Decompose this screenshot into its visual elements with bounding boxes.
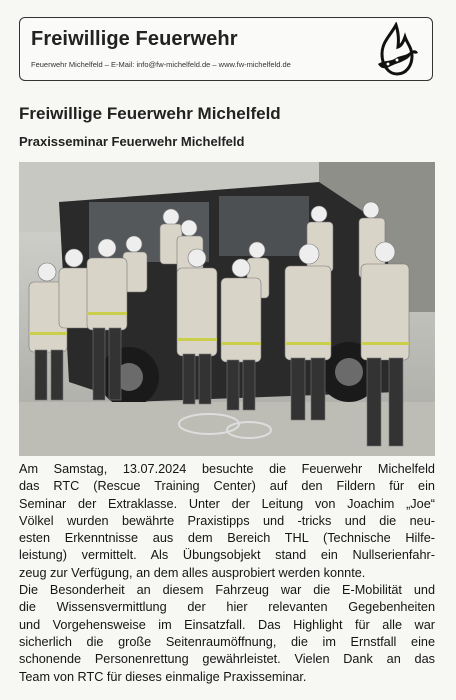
article-title: Freiwillige Feuerwehr Michelfeld (19, 104, 281, 123)
fire-salamander-logo-icon (370, 22, 422, 78)
body-line: schonende Personenrettung gewährleistet. Vielen Dank an das (19, 652, 435, 667)
body-line: Seminar der Extraklasse. Unter der Leitung von Joachim „Joe“ (19, 496, 435, 511)
body-line: Völkel wurden bewährte Praxistipps und -tricks und die neu- (19, 513, 435, 528)
header-box (19, 17, 433, 81)
body-line: zeug zur Verfügung, an dem alles ausprobiert werden konnte. (19, 565, 366, 580)
body-line: esten Erkenntnisse aus dem Bereich THL (Technische Hilfe- (19, 531, 435, 546)
body-line: leistung) vermittelt. Als Übungsobjekt stand ein Nullserienfahr- (19, 548, 435, 563)
header-contact: Feuerwehr Michelfeld – E-Mail: info@fw-michelfeld.de – www.fw-michelfeld.de (31, 60, 291, 69)
header-title: Freiwillige Feuerwehr (31, 28, 238, 50)
body-line: die Wissensvermittlung der hier relevanten Gegebenheiten (19, 600, 435, 615)
body-line: Team von RTC für dieses einmalige Praxisseminar. (19, 669, 307, 684)
article-subtitle: Praxisseminar Feuerwehr Michelfeld (19, 134, 245, 149)
body-line: Die Besonderheit an diesem Fahrzeug war die E-Mobilität und (19, 583, 435, 598)
article-body (19, 461, 435, 686)
body-line: Am Samstag, 13.07.2024 besuchte die Feuerwehr Michelfeld (19, 462, 435, 476)
group-photo-firefighters (19, 162, 435, 456)
body-line: und Vorgehensweise im Einsatzfall. Das Highlight für alle war (19, 617, 435, 632)
body-line: sicherlich die große Seitenraumöffnung, die im Ernstfall eine (19, 634, 435, 649)
body-line: das RTC (Rescue Training Center) auf den Fildern für ein (19, 479, 435, 494)
group-photo (19, 162, 435, 456)
